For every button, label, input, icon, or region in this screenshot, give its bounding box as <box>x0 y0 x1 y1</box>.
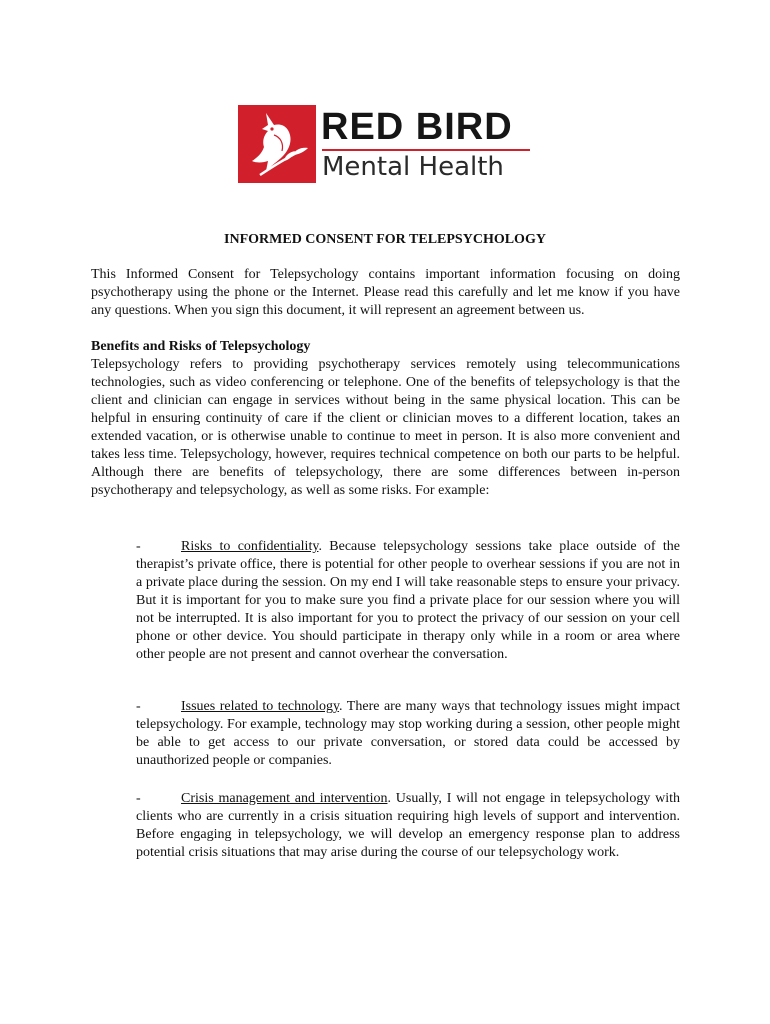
logo-subtitle: Mental Health <box>322 152 504 182</box>
bullet-text: . Because telepsychology sessions take place outside of the therapist’s private office, there is potential for other people to overhear sessions if you are not in a private place during the session. On my end I will take reasonable steps to ensure your privacy. But it is important for you to make sure you find a private place for our session where you will not be interrupted. It is also important for you to protect the privacy of our session on your cell phone or other device. You should participate in therapy only while in a room or area where other people are not present and cannot overhear the conversation. <box>136 539 681 662</box>
document-title: INFORMED CONSENT FOR TELEPSYCHOLOGY <box>224 232 546 247</box>
section-body: Telepsychology refers to providing psychotherapy services remotely using telecommunications technologies, such as video conferencing or telephone. One of the benefits of telepsychology is that the client and clinician can engage in services without being in the same physical location. This can be helpful in ensuring continuity of care if the client or clinician moves to a different location, takes an extended vacation, or is otherwise unable to continue to meet in person. It is also more convenient and takes less time. Telepsychology, however, requires technical competence on both our parts to be helpful. Although there are benefits of telepsychology, there are some differences between in-person psychotherapy and telepsychology, as well as some risks. For example: <box>91 357 680 498</box>
bullet-title: Crisis management and intervention <box>181 791 388 806</box>
bullet-item <box>136 698 680 770</box>
bullet-title: Risks to confidentiality <box>181 539 319 554</box>
logo-name: RED BIRD <box>321 106 513 148</box>
bullet-text: . Usually, I will not engage in telepsychology with clients who are currently in a crisis situation requiring high levels of support and intervention. Before engaging in telepsychology, we will develop an emergency response plan to address potential crisis situations that may arise during the course of our telepsychology work. <box>136 791 681 860</box>
bullet-dash: - <box>136 699 141 714</box>
logo <box>238 105 532 185</box>
bullet-title: Issues related to technology <box>181 699 340 714</box>
bullet-dash: - <box>136 791 141 806</box>
cardinal-bird-icon <box>238 105 316 183</box>
bullet-text: . There are many ways that technology issues might impact telepsychology. For example, technology may stop working during a session, other people might be able to get access to our private conversation, or stored data could be accessed by unauthorized people or companies. <box>136 699 680 768</box>
section-heading: Benefits and Risks of Telepsychology <box>91 339 311 354</box>
bullet-dash: - <box>136 539 141 554</box>
intro-paragraph: This Informed Consent for Telepsychology contains important information focusing on doing psychotherapy using the phone or the Internet. Please read this carefully and let me know if you have any questions. When you sign this document, it will represent an agreement between us. <box>91 267 680 318</box>
benefits-risks-section <box>91 338 680 500</box>
bullet-item <box>136 538 680 664</box>
bullet-item <box>136 790 680 862</box>
